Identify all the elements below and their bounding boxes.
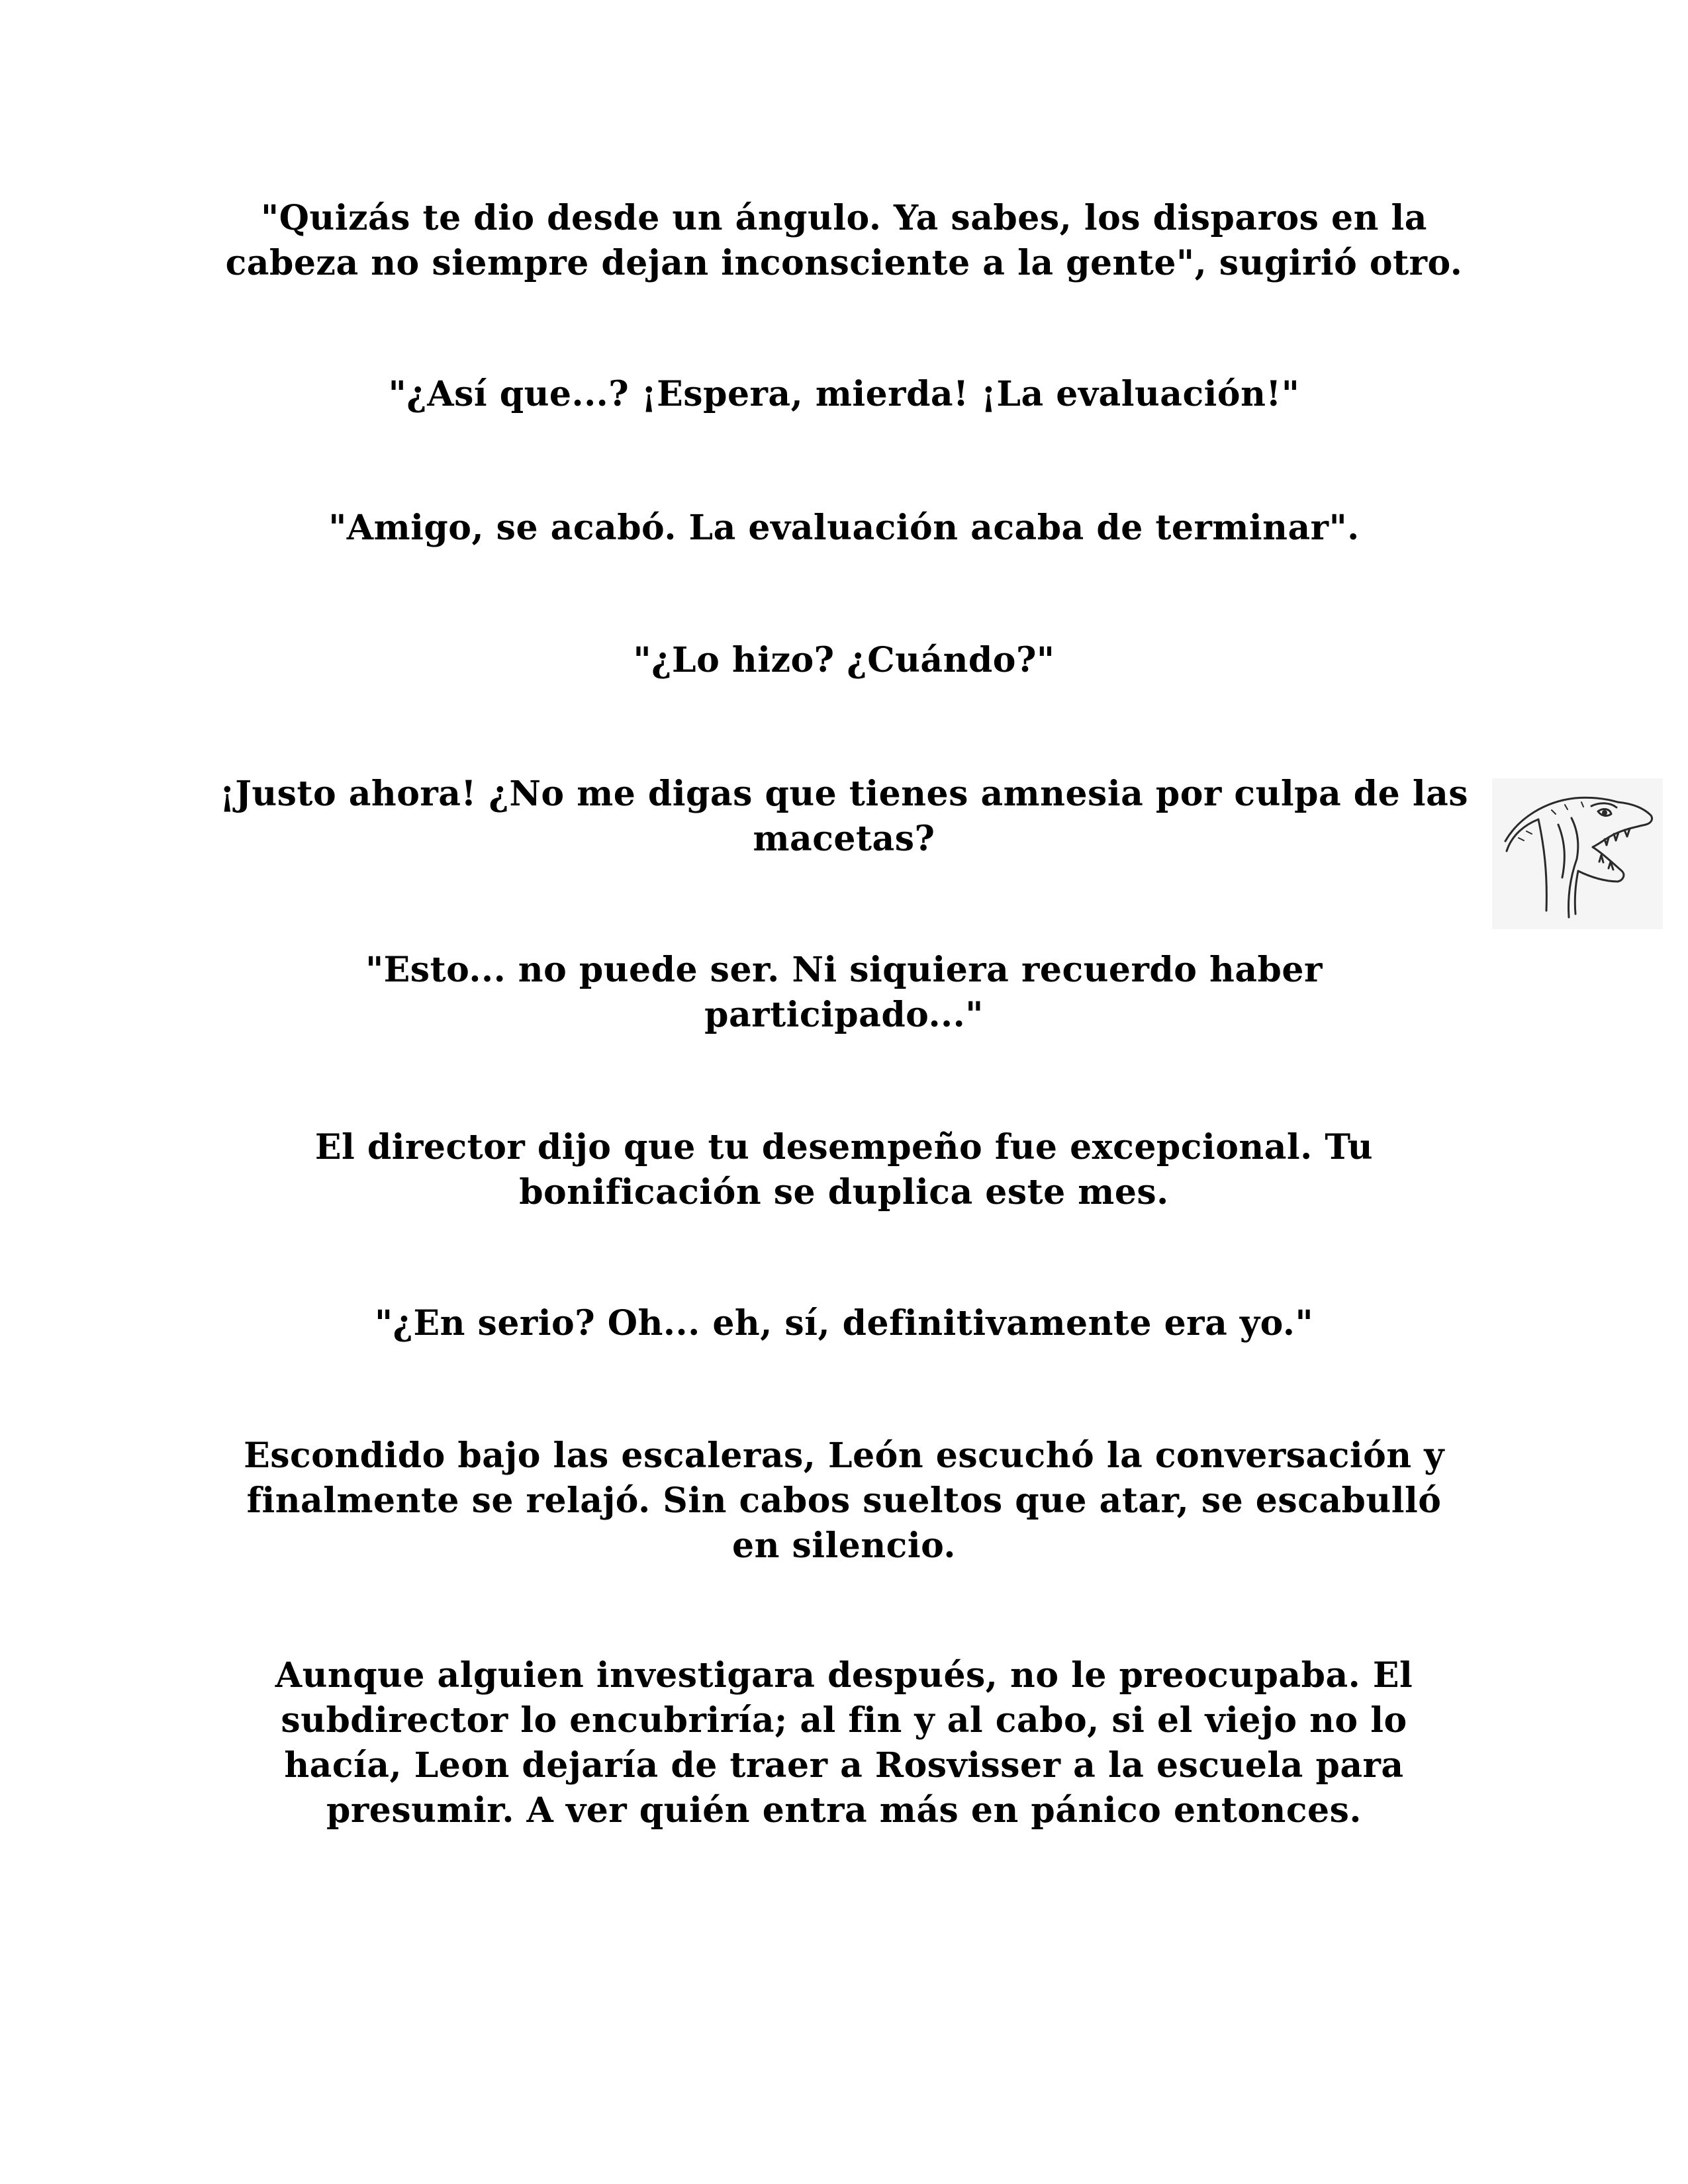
text-line: Aunque alguien investigara después, no le preocupaba. El (275, 1655, 1413, 1696)
paragraph (215, 638, 1473, 683)
text-line: "Esto... no puede ser. Ni siquiera recuerdo haber (365, 950, 1323, 990)
text-line: "¿Lo hizo? ¿Cuándo?" (633, 640, 1055, 680)
text-line: cabeza no siempre dejan inconsciente a la gente", sugirió otro. (225, 243, 1463, 283)
paragraph (215, 1433, 1473, 1569)
text-line: bonificación se duplica este mes. (519, 1172, 1169, 1212)
paragraph (215, 1301, 1473, 1346)
text-line: hacía, Leon dejaría de traer a Rosvisser a la escuela para (284, 1745, 1404, 1786)
paragraph (215, 1653, 1473, 1833)
text-line: finalmente se relajó. Sin cabos sueltos que atar, se escabulló (246, 1480, 1442, 1521)
text-line: "Amigo, se acabó. La evaluación acaba de terminar". (328, 508, 1360, 548)
text-line: ¡Justo ahora! ¿No me digas que tienes amnesia por culpa de las (219, 774, 1469, 814)
text-line: "Quizás te dio desde un ángulo. Ya sabes, los disparos en la (261, 198, 1427, 238)
text-line: en silencio. (732, 1525, 956, 1566)
paragraph (215, 196, 1473, 286)
text-line: "¿Así que...? ¡Espera, mierda! ¡La evaluación!" (388, 374, 1300, 414)
dinosaur-sketch-drawing (1492, 778, 1663, 929)
paragraph (215, 372, 1473, 417)
text-line: subdirector lo encubriría; al fin y al cabo, si el viejo no lo (281, 1700, 1407, 1741)
paragraph (215, 1125, 1473, 1215)
text-line: El director dijo que tu desempeño fue excepcional. Tu (314, 1127, 1374, 1167)
text-line: Escondido bajo las escaleras, León escuchó la conversación y (244, 1435, 1444, 1476)
paragraph (215, 948, 1473, 1038)
paragraph (215, 772, 1473, 862)
text-line: presumir. A ver quién entra más en pánico entonces. (326, 1790, 1362, 1831)
text-line: "¿En serio? Oh... eh, sí, definitivamente era yo." (374, 1303, 1314, 1343)
paragraph (215, 506, 1473, 551)
text-line: macetas? (753, 819, 935, 859)
dinosaur-head-sketch-icon (1492, 778, 1663, 929)
text-line: participado..." (704, 995, 984, 1035)
